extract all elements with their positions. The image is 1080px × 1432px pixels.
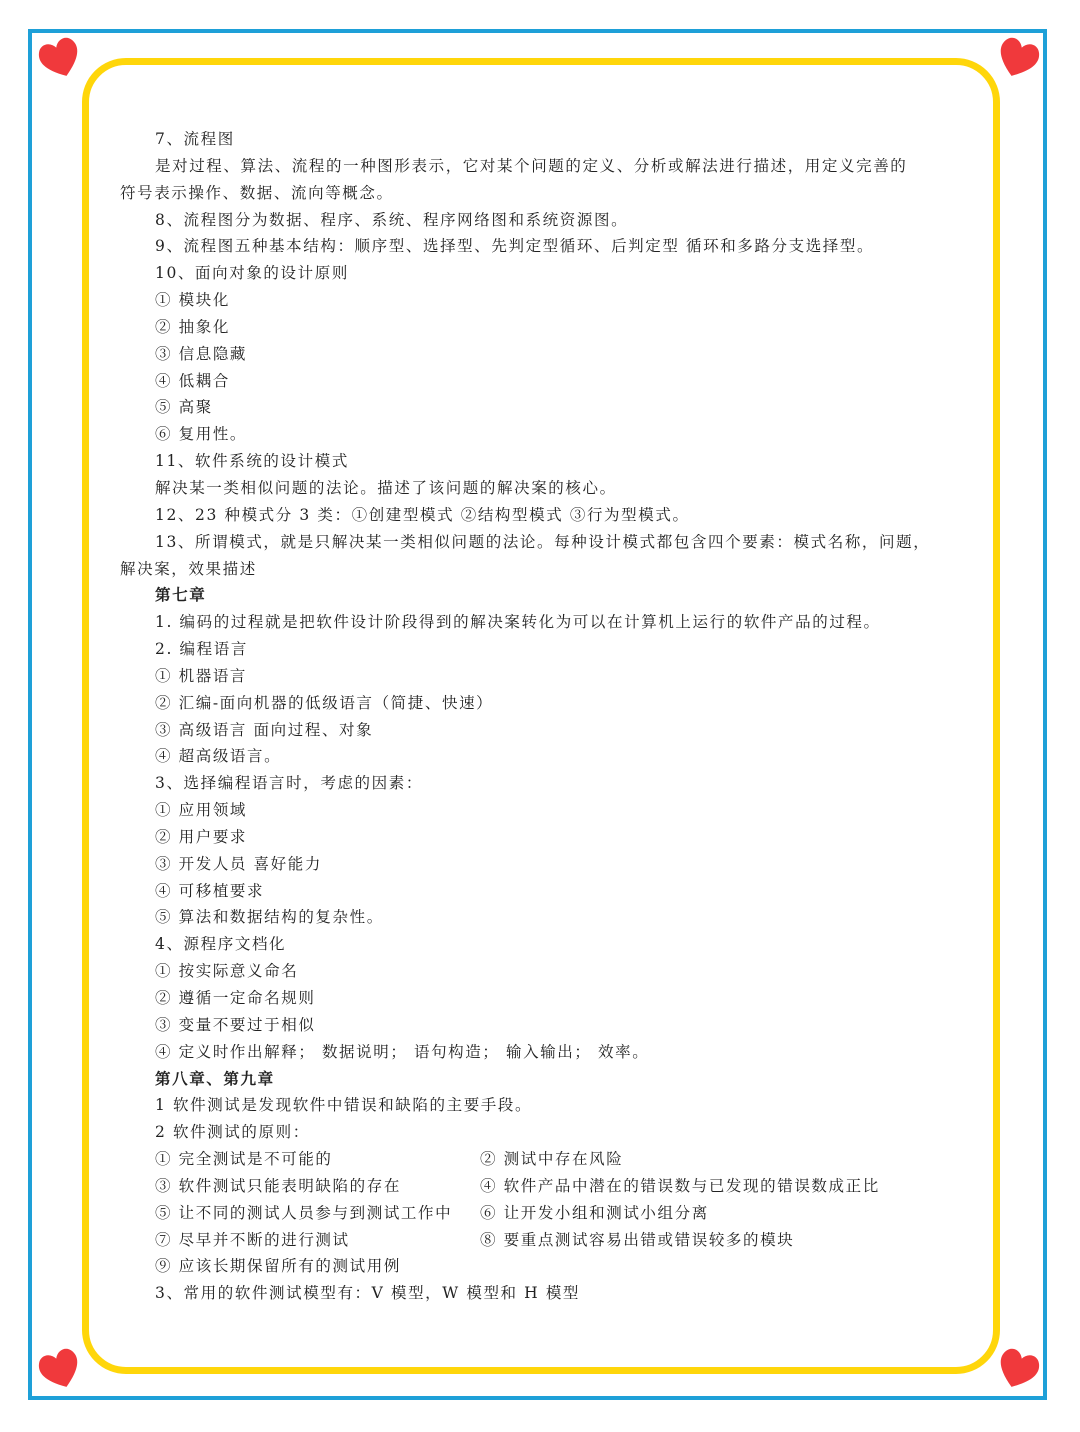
list-item: ① 按实际意义命名 [155,962,299,981]
item13: 13、所谓模式，就是只解决某一类相似问题的法论。每种设计模式都包含四个要素：模式名称，问题， [155,532,931,551]
list-item: ② 遵循一定命名规则 [155,989,316,1007]
ch7-item1: 1. 编码的过程就是把软件设计阶段得到的解决案转化为可以在计算机上运行的软件产品的过程。 [155,613,881,632]
item13-cont: 解决案，效果描述 [120,559,257,578]
list-item: ③ 信息隐藏 [155,344,248,363]
chapter-7-heading: 第七章 [155,585,207,605]
heart-icon [36,1345,84,1393]
item7-desc: 是对过程、算法、流程的一种图形表示，它对某个问题的定义、分析或解法进行描述，用定义完善的 [155,156,908,175]
heart-icon [994,34,1042,82]
chapter-8-9-heading: 第八章、第九章 [155,1068,275,1088]
ch8-item3: 3、常用的软件测试模型有：V 模型，W 模型和 H 模型 [155,1284,581,1303]
list-item: ① 应用领域 [155,801,248,820]
list-item: ④ 低耦合 [155,371,230,390]
item11-title: 11、软件系统的设计模式 [155,452,349,471]
list-item: ⑤ 算法和数据结构的复杂性。 [155,908,384,927]
item11-desc: 解决某一类相似问题的法论。描述了该问题的解决案的核心。 [155,478,617,497]
list-item: ⑤ 让不同的测试人员参与到测试工作中 [155,1203,453,1222]
list-item: ① 机器语言 [155,666,248,685]
item8: 8、流程图分为数据、程序、系统、程序网络图和系统资源图。 [155,210,629,229]
list-item: ⑧ 要重点测试容易出错或错误较多的模块 [480,1230,795,1249]
list-item: ④ 定义时作出解释； 数据说明； 语句构造； 输入输出； 效率。 [155,1042,650,1061]
item7-title: 7、流程图 [155,130,235,148]
list-item: ⑤ 高聚 [155,398,213,417]
list-item: ③ 变量不要过于相似 [155,1015,316,1034]
ch8-item1: 1 软件测试是发现软件中错误和缺陷的主要手段。 [155,1096,533,1115]
ch7-item3-title: 3、选择编程语言时，考虑的因素： [155,774,423,793]
ch7-item4-title: 4、源程序文档化 [155,935,287,954]
item9: 9、流程图五种基本结构：顺序型、选择型、先判定型循环、后判定型 循环和多路分支选择型。 [155,237,875,256]
list-item: ② 抽象化 [155,317,230,336]
list-item: ② 用户要求 [155,827,248,846]
list-item: ⑨ 应该长期保留所有的测试用例 [155,1257,401,1276]
list-item: ④ 软件产品中潜在的错误数与已发现的错误数成正比 [480,1176,880,1195]
heart-icon [994,1345,1042,1393]
list-item: ③ 高级语言 面向过程、对象 [155,720,374,739]
ch8-item2-title: 2 软件测试的原则： [155,1123,310,1142]
list-item: ② 汇编-面向机器的低级语言（简捷、快速） [155,693,494,712]
ch7-item2-title: 2. 编程语言 [155,640,248,659]
list-item: ③ 软件测试只能表明缺陷的存在 [155,1176,401,1195]
list-item: ⑦ 尽早并不断的进行测试 [155,1230,350,1249]
list-item: ② 测试中存在风险 [480,1150,624,1169]
list-item: ⑥ 复用性。 [155,425,248,444]
list-item: ① 完全测试是不可能的 [155,1150,333,1169]
item12: 12、23 种模式分 3 类：①创建型模式 ②结构型模式 ③行为型模式。 [155,505,690,524]
item10-title: 10、面向对象的设计原则 [155,264,349,283]
item7-desc-cont: 符号表示操作、数据、流向等概念。 [120,183,394,202]
document-body [120,126,970,1307]
list-item: ④ 可移植要求 [155,881,265,900]
heart-icon [36,34,84,82]
list-item: ⑥ 让开发小组和测试小组分离 [480,1203,709,1222]
list-item: ① 模块化 [155,291,230,310]
list-item: ③ 开发人员 喜好能力 [155,854,322,873]
principles-grid [120,1146,970,1280]
list-item: ④ 超高级语言。 [155,747,282,766]
